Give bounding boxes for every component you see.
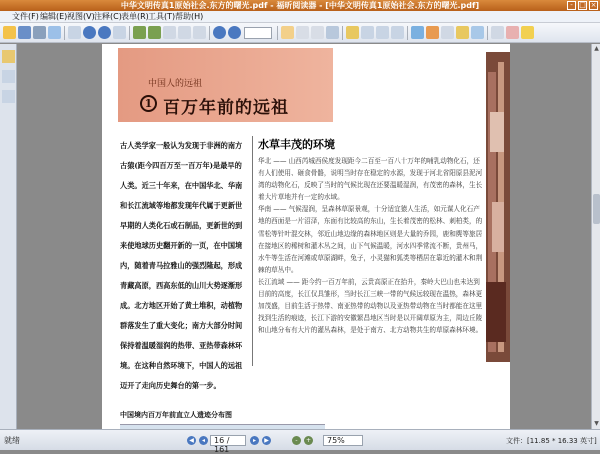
maximize-button[interactable]: □ (579, 1, 586, 9)
menu-tools[interactable]: 工具(T) (148, 12, 176, 21)
layers-panel-icon[interactable] (2, 90, 15, 103)
rock-photo (486, 52, 510, 362)
pages-panel-icon[interactable] (2, 70, 15, 83)
single-page-icon[interactable] (163, 26, 176, 39)
menu-form[interactable]: 表单(R) (121, 12, 149, 21)
zoom-out-button[interactable]: - (292, 436, 301, 445)
email-icon[interactable] (48, 26, 61, 39)
note-icon[interactable] (346, 26, 359, 39)
chapter-title: 百万年前的远祖 (163, 98, 289, 118)
vertical-scrollbar[interactable] (591, 44, 600, 429)
comment-icon[interactable] (456, 26, 469, 39)
close-button[interactable]: × (590, 1, 597, 9)
toolbar-separator (277, 26, 278, 40)
zoom-out-icon[interactable] (213, 26, 226, 39)
section-heading: 水草丰茂的环境 (258, 138, 335, 151)
status-bar (0, 429, 600, 454)
toolbar-separator (209, 26, 210, 40)
prev-page-icon[interactable] (83, 26, 96, 39)
menu-help[interactable]: 帮助(H) (175, 12, 204, 21)
section-environment (258, 136, 483, 336)
toolbar-separator (64, 26, 65, 40)
forward-icon[interactable] (148, 26, 161, 39)
scroll-down-icon[interactable]: ▼ (594, 420, 599, 427)
open-folder-icon[interactable] (3, 26, 16, 39)
zoom-in-button[interactable]: + (305, 437, 312, 444)
menu-bar (0, 11, 600, 23)
column-divider (252, 136, 253, 366)
toolbar (0, 23, 600, 43)
link-icon[interactable] (471, 26, 484, 39)
zoom-percent-field[interactable]: 75% (323, 435, 363, 446)
hand-tool-icon[interactable] (281, 26, 294, 39)
first-page-icon[interactable] (68, 26, 81, 39)
highlight-icon[interactable] (506, 26, 519, 39)
print-icon[interactable] (33, 26, 46, 39)
title-bar (0, 0, 600, 11)
toolbar-separator (129, 26, 130, 40)
next-page-icon[interactable] (98, 26, 111, 39)
status-ready: 就绪 (4, 436, 20, 445)
map-caption: 中国境内百万年前直立人遗迹分布图 (120, 411, 232, 419)
document-size: 文件：[11.85 * 16.33 英寸] (506, 437, 597, 445)
last-page-icon[interactable] (113, 26, 126, 39)
toolbar-separator (407, 26, 408, 40)
menu-edit[interactable]: 编辑(E) (40, 12, 68, 21)
bookmark-icon[interactable] (426, 26, 439, 39)
previous-page-button[interactable]: ◂ (199, 436, 208, 445)
first-page-button[interactable]: ◀ (187, 436, 196, 445)
last-page-button[interactable]: ▶ (262, 436, 271, 445)
toolbar-separator (487, 26, 488, 40)
save-icon[interactable] (18, 26, 31, 39)
paragraph-changjiang: 长江流域 —— 距今约一百万年前，云贵高原正在抬升，秦岭大巴山也未达到目前的高度，长江仅具雏形，当时长江三峡一带的气候远较现在温热，森林更加茂盛，目前生活于热带、南亚热带的动物以及亚热带动物在当时都能在这里找到生活的痕迹，长江下游的安徽繁昌地区当时是以开阔草原为主，周边丘陵和山地分布有大片的灌丛森林，是处于南方、北方动物共生的草原森林环境。 (258, 277, 483, 335)
paragraph-huanan: 华南 —— 气候湿润，呈森林草原景观，十分适宜猿人生活，如元谋人化石产地的西面是一片沼泽，东面有比较高的东山，生长着茂密的松林、刺柏类，的雪松等针叶混交林，邻近山地边缘的森林地区则是大量的乔园，鹿和麂等旅居在接地区的稀树和灌木丛之间，山下气候温暖，河水四季常流不断，贵州马，水牛等生活在河滩或草原湖畔，兔子，小灵猫和狐类等栖居在靠近的灌木和荆棘的草丛中。 (258, 205, 483, 274)
snapshot-icon[interactable] (311, 26, 324, 39)
continuous-page-icon[interactable] (178, 26, 191, 39)
navigation-panel (0, 44, 17, 429)
zoom-combo[interactable] (244, 27, 272, 39)
next-page-button[interactable]: ▸ (250, 436, 259, 445)
window-title: 中华文明传真1原始社会.东方的曙光.pdf - 福昕阅读器 - [中华文明传真1原始社会.东方的曙光.pdf] (120, 1, 480, 10)
menu-view[interactable]: 视图(V) (67, 12, 95, 21)
select-text-icon[interactable] (296, 26, 309, 39)
typewriter-icon[interactable] (491, 26, 504, 39)
rotate-icon[interactable] (361, 26, 374, 39)
fit-width-icon[interactable] (376, 26, 389, 39)
scroll-up-icon[interactable]: ▲ (594, 45, 599, 52)
bookmarks-panel-icon[interactable] (2, 50, 15, 63)
find-icon[interactable] (411, 26, 424, 39)
facing-page-icon[interactable] (193, 26, 206, 39)
chapter-subtitle: 中国人的远祖 (148, 79, 203, 89)
properties-icon[interactable] (441, 26, 454, 39)
chapter-number: 1 (140, 95, 157, 112)
page-number-field[interactable]: 16 / 161 (210, 435, 246, 446)
zoom-in-icon[interactable] (228, 26, 241, 39)
fit-page-icon[interactable] (391, 26, 404, 39)
back-icon[interactable] (133, 26, 146, 39)
menu-comment[interactable]: 注释(C) (94, 12, 122, 21)
intro-paragraph: 古人类学家一般认为发现于非洲的南方古猿(距今四百万至一百万年)是最早的人类。近三十年来，在中国华北、华南和长江流域等地都发现年代属于更新世早期的人类化石或石制品，更新世的到来使地球历史翻开新的一页，在中国境内，随着青马拉雅山的强烈隆起，形成青藏高原，西高东低的山川大势逐渐形成。北方地区开始了黄土堆积，动植物群落发生了重大变化；南方大部分时间保持着温暖湿润的热带、亚热带森林环境。在这种自然环境下，中国人的远祖迈开了走向历史舞台的第一步。 (120, 141, 243, 390)
zoom-tool-icon[interactable] (326, 26, 339, 39)
pdf-page (102, 44, 510, 429)
toolbar-separator (342, 26, 343, 40)
scroll-thumb[interactable] (593, 194, 600, 224)
document-view[interactable] (18, 44, 591, 429)
paragraph-huabei: 华北 —— 山西芮城西侯度发现距今二百至一百八十万年的哺乳动物化石，还有人们使用、砸食骨骼，说明当时存在稳定的水源，发现于河北省阳原县泥河湾的动物化石，反映了当时的气候比现在还要温暖湿润，有茂密的森林，生长着大片草地并有一定的水域。 (258, 157, 483, 202)
chapter-banner (118, 48, 333, 122)
minimize-button[interactable]: - (567, 1, 576, 10)
sticky-note-icon[interactable] (521, 26, 534, 39)
menu-file[interactable]: 文件(F) (12, 12, 39, 21)
